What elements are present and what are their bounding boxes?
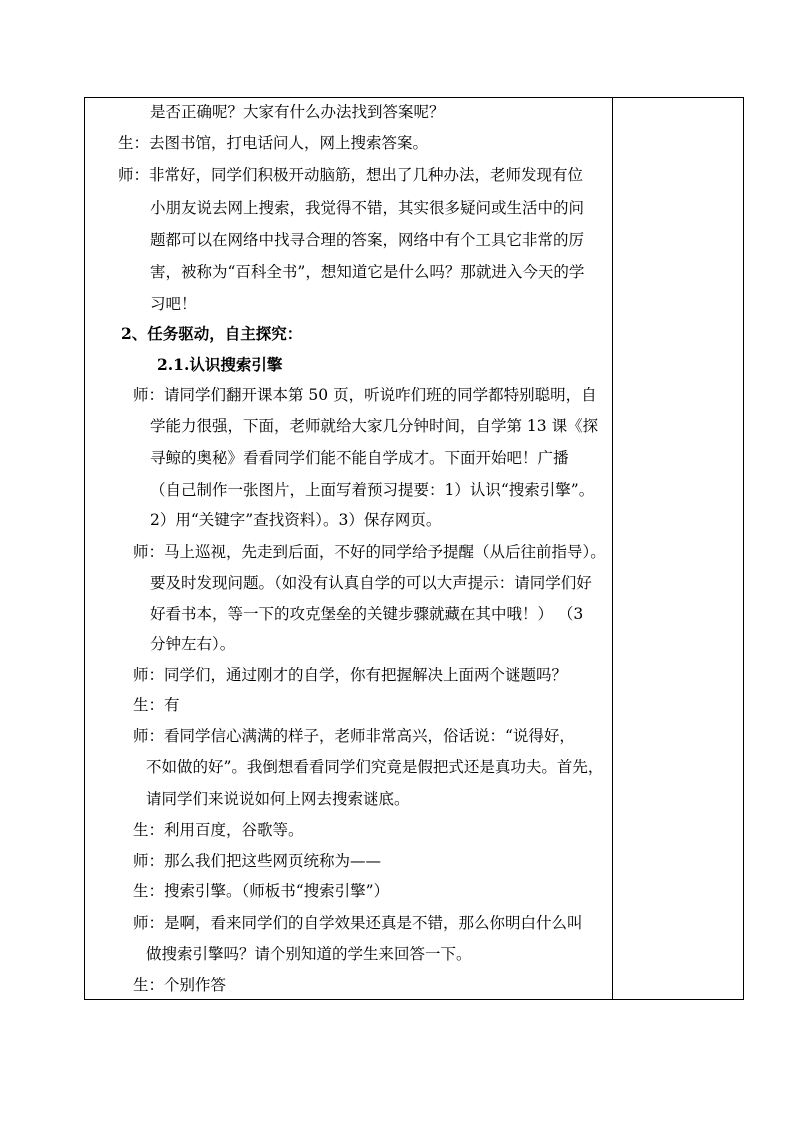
text-line-20: 生：有 [133,696,180,714]
text-line-28: 做搜索引擎吗？请个别知道的学生来回答一下。 [146,945,472,963]
text-line-2: 生：去图书馆，打电话问人，网上搜索答案。 [118,134,429,152]
text-line-15: 师：马上巡视，先走到后面，不好的同学给予提醒（从后往前指导）。 [133,543,606,561]
text-line-16: 要及时发现问题。（如没有认真自学的可以大声提示：请同学们好 [150,574,592,592]
text-line-10: 师：请同学们翻开课本第 50 页，听说咋们班的同学都特别聪明，自 [133,386,597,404]
text-line-29: 生：个别作答 [133,976,227,994]
text-line-17: 好看书本，等一下的攻克堡垒的关键步骤就藏在其中哦！） （3 [150,605,584,623]
text-line-13: （自己制作一张图片，上面写着预习提要：1）认识“搜索引擎”。 [150,481,595,499]
text-line-26: 生：搜索引擎。（师板书“搜索引擎”） [133,882,390,900]
text-line-11: 学能力很强，下面，老师就给大家几分钟时间，自学第 13 课《探 [150,417,599,435]
text-line-21: 师：看同学信心满满的样子，老师非常高兴，俗话说：“说得好， [133,727,575,745]
text-line-18: 分钟左右）。 [150,635,236,653]
text-line-24: 生：利用百度，谷歌等。 [133,821,304,839]
text-line-14: 2）用“关键字”查找资料）。3）保存网页。 [150,511,442,529]
text-line-27: 师：是啊，看来同学们的自学效果还真是不错，那么你明白什么叫 [133,914,583,932]
text-line-23: 请同学们来说说如何上网去搜索谜底。 [146,790,410,808]
text-line-6: 害，被称为“百科全书”，想知道它是什么吗？那就进入今天的学 [150,263,585,281]
text-line-22: 不如做的好”。我倒想看看同学们究竟是假把式还是真功夫。首先， [146,758,604,776]
text-line-1: 是否正确呢？大家有什么办法找到答案呢？ [150,103,445,121]
section-heading: 2、任务驱动，自主探究： [121,324,303,343]
column-divider [612,98,613,999]
text-line-4: 小朋友说去网上搜索，我觉得不错，其实很多疑问或生活中的问 [150,199,585,217]
text-line-12: 寻鲸的奥秘》看看同学们能不能自学成才。下面开始吧！广播 [150,449,569,467]
text-line-5: 题都可以在网络中找寻合理的答案，网络中有个工具它非常的厉 [150,231,585,249]
subsection-heading: 2.1.认识搜索引擎 [157,355,283,374]
text-line-7: 习吧！ [150,295,197,313]
text-line-19: 师：同学们，通过刚才的自学，你有把握解决上面两个谜题吗？ [133,666,568,684]
text-line-25: 师：那么我们把这些网页统称为—— [133,852,382,870]
text-line-3: 师：非常好，同学们积极开动脑筋，想出了几种办法，老师发现有位 [118,166,584,184]
